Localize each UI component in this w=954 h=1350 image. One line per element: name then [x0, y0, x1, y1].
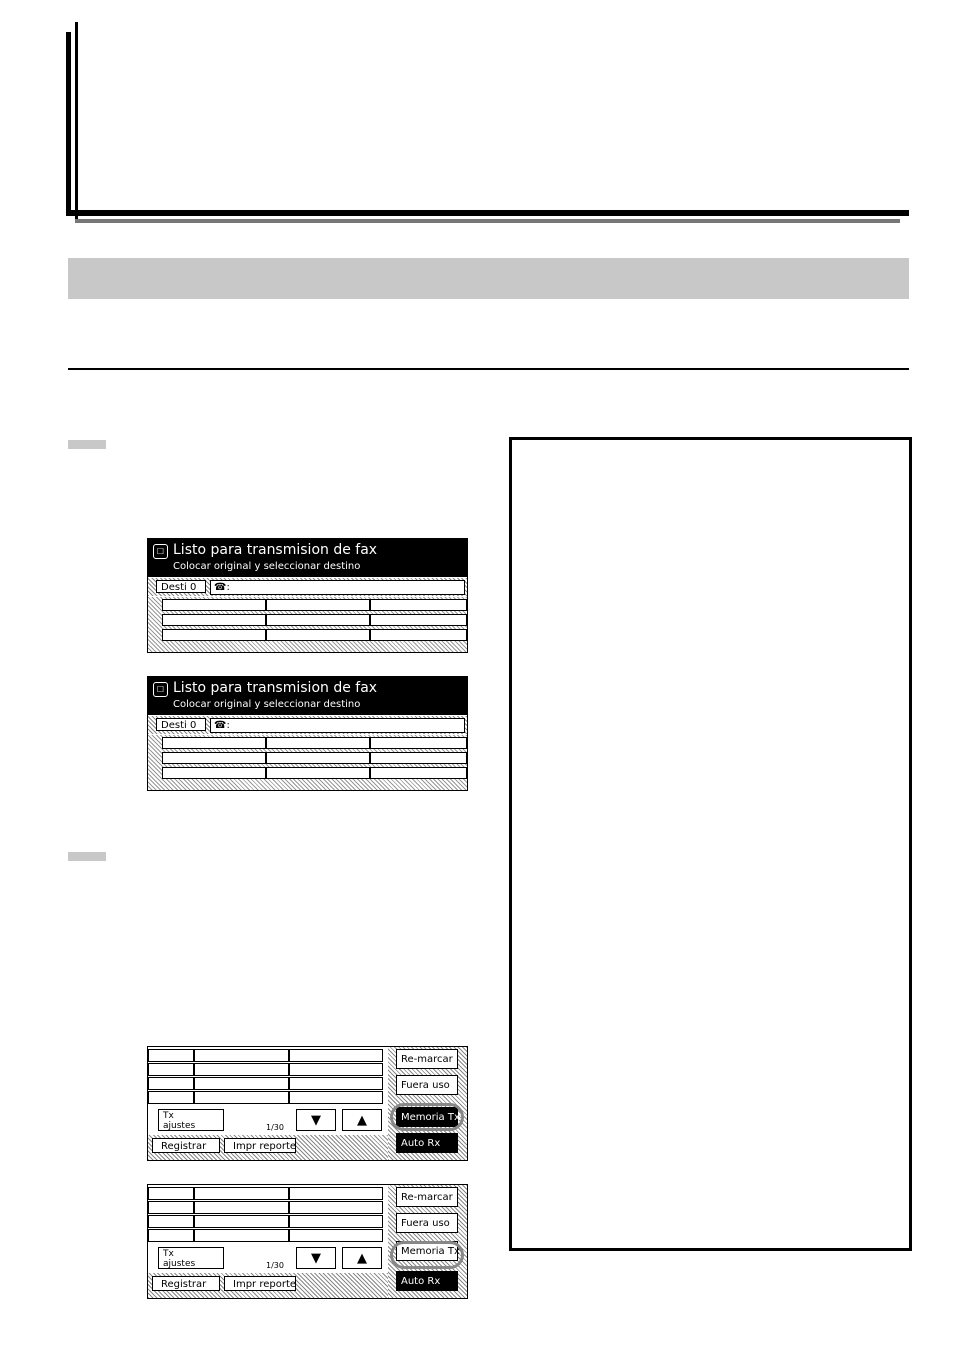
tab-print-report[interactable]: Impr reporte [224, 1138, 296, 1153]
dest-key[interactable] [370, 767, 467, 779]
destination-grid [148, 597, 467, 653]
fax-screen-2 [147, 676, 468, 791]
fax-icon: ☐ [153, 682, 168, 697]
dest-key[interactable] [148, 1215, 194, 1228]
dest-key[interactable] [194, 1077, 289, 1090]
dest-key[interactable] [370, 752, 467, 764]
highlight-ring [390, 1241, 464, 1269]
dest-key[interactable] [162, 767, 266, 779]
dest-key[interactable] [370, 629, 467, 641]
highlight-ring [390, 1103, 464, 1131]
screen-subtitle: Colocar original y seleccionar destino [173, 561, 361, 572]
destination-row [148, 578, 467, 596]
dest-key[interactable] [289, 1229, 383, 1242]
dest-key[interactable] [289, 1077, 383, 1090]
dest-key[interactable] [148, 1077, 194, 1090]
section-rule [68, 368, 909, 370]
fax-panel-2 [147, 1184, 468, 1299]
screen-title-bar [148, 677, 467, 715]
phone-number-field[interactable]: ☎: [210, 580, 465, 595]
dest-key[interactable] [162, 599, 266, 611]
tx-settings-label-1: Tx [163, 1249, 174, 1259]
dest-key[interactable] [194, 1229, 289, 1242]
dest-key[interactable] [266, 752, 370, 764]
destination-row [148, 716, 467, 734]
dest-key[interactable] [266, 599, 370, 611]
screen-subtitle: Colocar original y seleccionar destino [173, 699, 361, 710]
dest-key[interactable] [289, 1215, 383, 1228]
dest-key[interactable] [194, 1063, 289, 1076]
dest-key[interactable] [148, 1187, 194, 1200]
section-band [68, 258, 909, 299]
step-marker-2 [68, 852, 106, 861]
auto-rx-button[interactable]: Auto Rx [396, 1133, 458, 1153]
dest-key[interactable] [162, 629, 266, 641]
step-marker-1 [68, 440, 106, 449]
dest-key[interactable] [289, 1187, 383, 1200]
redial-button[interactable]: Re-marcar [396, 1187, 458, 1207]
page-up-button[interactable]: ▲ [342, 1109, 382, 1131]
out-of-use-button[interactable]: Fuera uso [396, 1075, 458, 1095]
page-up-button[interactable]: ▲ [342, 1247, 382, 1269]
dest-key[interactable] [162, 752, 266, 764]
destination-count: Desti 0 [156, 718, 206, 731]
header-frame-left-bar [66, 32, 71, 216]
dest-key[interactable] [194, 1215, 289, 1228]
tx-settings-label-2: ajustes [163, 1121, 196, 1131]
dest-key[interactable] [266, 629, 370, 641]
dest-key[interactable] [162, 614, 266, 626]
dest-key[interactable] [148, 1201, 194, 1214]
page-down-button[interactable]: ▼ [296, 1109, 336, 1131]
auto-rx-button[interactable]: Auto Rx [396, 1271, 458, 1291]
tab-register[interactable]: Registrar [152, 1276, 220, 1291]
screen-title-bar [148, 539, 467, 577]
fax-screen-1 [147, 538, 468, 653]
panel-tabs [148, 1135, 388, 1160]
dest-key[interactable] [148, 1049, 194, 1062]
redial-button[interactable]: Re-marcar [396, 1049, 458, 1069]
dest-key[interactable] [194, 1187, 289, 1200]
dest-key[interactable] [194, 1091, 289, 1104]
header-frame-inner-bar [75, 22, 78, 222]
screen-title: Listo para transmision de fax [173, 680, 378, 696]
tab-register[interactable]: Registrar [152, 1138, 220, 1153]
dest-key[interactable] [148, 1063, 194, 1076]
dest-key[interactable] [289, 1049, 383, 1062]
dest-key[interactable] [162, 737, 266, 749]
dest-key[interactable] [370, 737, 467, 749]
tx-settings-button[interactable] [158, 1247, 224, 1269]
panel-tabs [148, 1273, 388, 1298]
tab-print-report[interactable]: Impr reporte [224, 1276, 296, 1291]
dest-key[interactable] [289, 1091, 383, 1104]
destination-count: Desti 0 [156, 580, 206, 593]
fax-panel-1 [147, 1046, 468, 1161]
out-of-use-button[interactable]: Fuera uso [396, 1213, 458, 1233]
dest-key[interactable] [289, 1063, 383, 1076]
dest-key[interactable] [194, 1049, 289, 1062]
tx-settings-label-2: ajustes [163, 1259, 196, 1269]
dest-key[interactable] [266, 767, 370, 779]
screen-title: Listo para transmision de fax [173, 542, 378, 558]
dest-key[interactable] [370, 614, 467, 626]
tx-settings-button[interactable] [158, 1109, 224, 1131]
memory-tx-button[interactable]: Memoria Tx [396, 1241, 458, 1261]
destination-grid [148, 735, 467, 791]
header-frame-shadow-rule [75, 219, 900, 223]
memory-tx-button[interactable]: Memoria Tx [396, 1107, 458, 1127]
page-indicator: 1/30 [266, 1261, 284, 1270]
fax-icon: ☐ [153, 544, 168, 559]
dest-key[interactable] [266, 614, 370, 626]
phone-number-field[interactable]: ☎: [210, 718, 465, 733]
page-indicator: 1/30 [266, 1123, 284, 1132]
dest-key[interactable] [148, 1229, 194, 1242]
dest-key[interactable] [289, 1201, 383, 1214]
dest-key[interactable] [148, 1091, 194, 1104]
page-down-button[interactable]: ▼ [296, 1247, 336, 1269]
dest-key[interactable] [194, 1201, 289, 1214]
header-frame-rule [66, 210, 909, 216]
note-box [509, 437, 912, 1251]
dest-key[interactable] [370, 599, 467, 611]
dest-key[interactable] [266, 737, 370, 749]
tx-settings-label-1: Tx [163, 1111, 174, 1121]
